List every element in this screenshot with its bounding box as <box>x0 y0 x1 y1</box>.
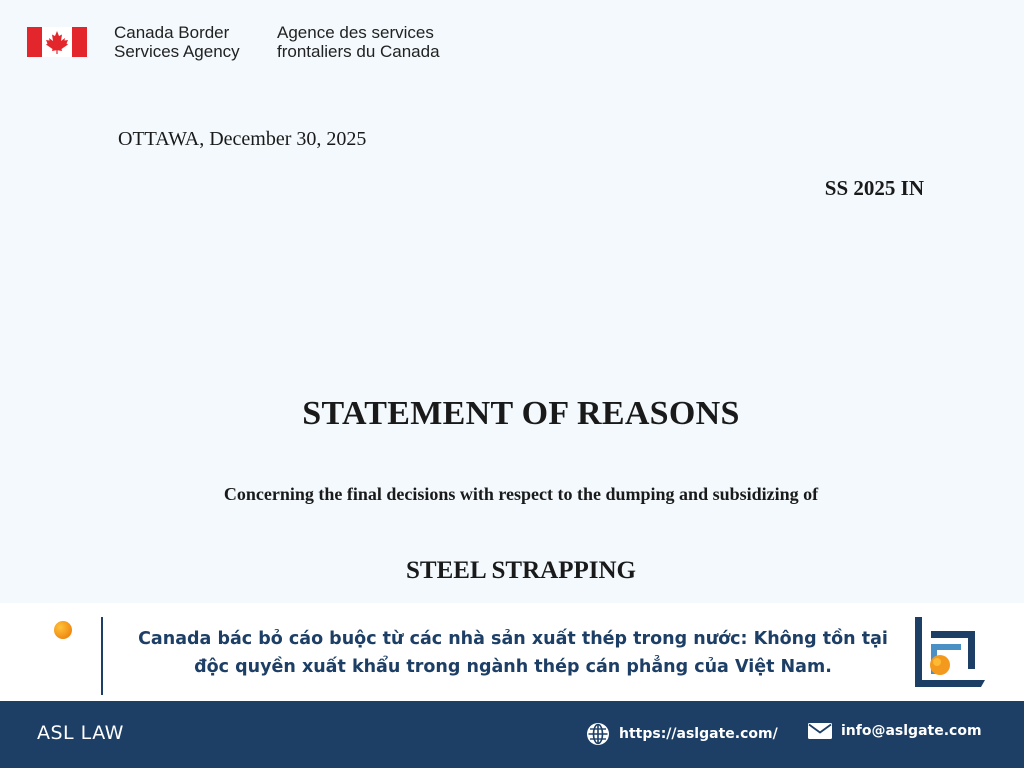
dateline: OTTAWA, December 30, 2025 <box>118 128 367 150</box>
divider <box>101 617 103 695</box>
agency-name-english <box>114 23 240 61</box>
document-title: STATEMENT OF REASONS <box>302 395 740 432</box>
agency-en-line2: Services Agency <box>114 42 240 61</box>
website-url: https://aslgate.com/ <box>619 726 778 742</box>
headline <box>118 625 908 681</box>
headline-line2: độc quyền xuất khẩu trong ngành thép cán phẳng của Việt Nam. <box>194 657 832 677</box>
agency-fr-line2: frontaliers du Canada <box>277 42 440 61</box>
product-name: STEEL STRAPPING <box>406 557 636 584</box>
asl-logo-icon <box>911 617 987 689</box>
agency-name-french <box>277 23 440 61</box>
reference-number: SS 2025 IN <box>824 176 924 200</box>
headline-line1: Canada bác bỏ cáo buộc từ các nhà sản xuất thép trong nước: Không tồn tại <box>138 629 888 649</box>
brand-name: ASL LAW <box>37 722 124 744</box>
accent-dot-icon <box>54 621 72 639</box>
document-subtitle: Concerning the final decisions with respect to the dumping and subsidizing of <box>223 484 819 504</box>
globe-icon <box>586 722 610 746</box>
envelope-icon <box>808 722 832 740</box>
email-link[interactable] <box>808 722 982 740</box>
agency-en-line1: Canada Border <box>114 23 230 42</box>
agency-fr-line1: Agence des services <box>277 23 434 42</box>
canada-flag-icon <box>27 27 87 57</box>
website-link[interactable] <box>586 722 778 746</box>
footer-bar <box>0 701 1024 768</box>
caption-band <box>0 603 1024 701</box>
email-address: info@aslgate.com <box>841 723 982 739</box>
